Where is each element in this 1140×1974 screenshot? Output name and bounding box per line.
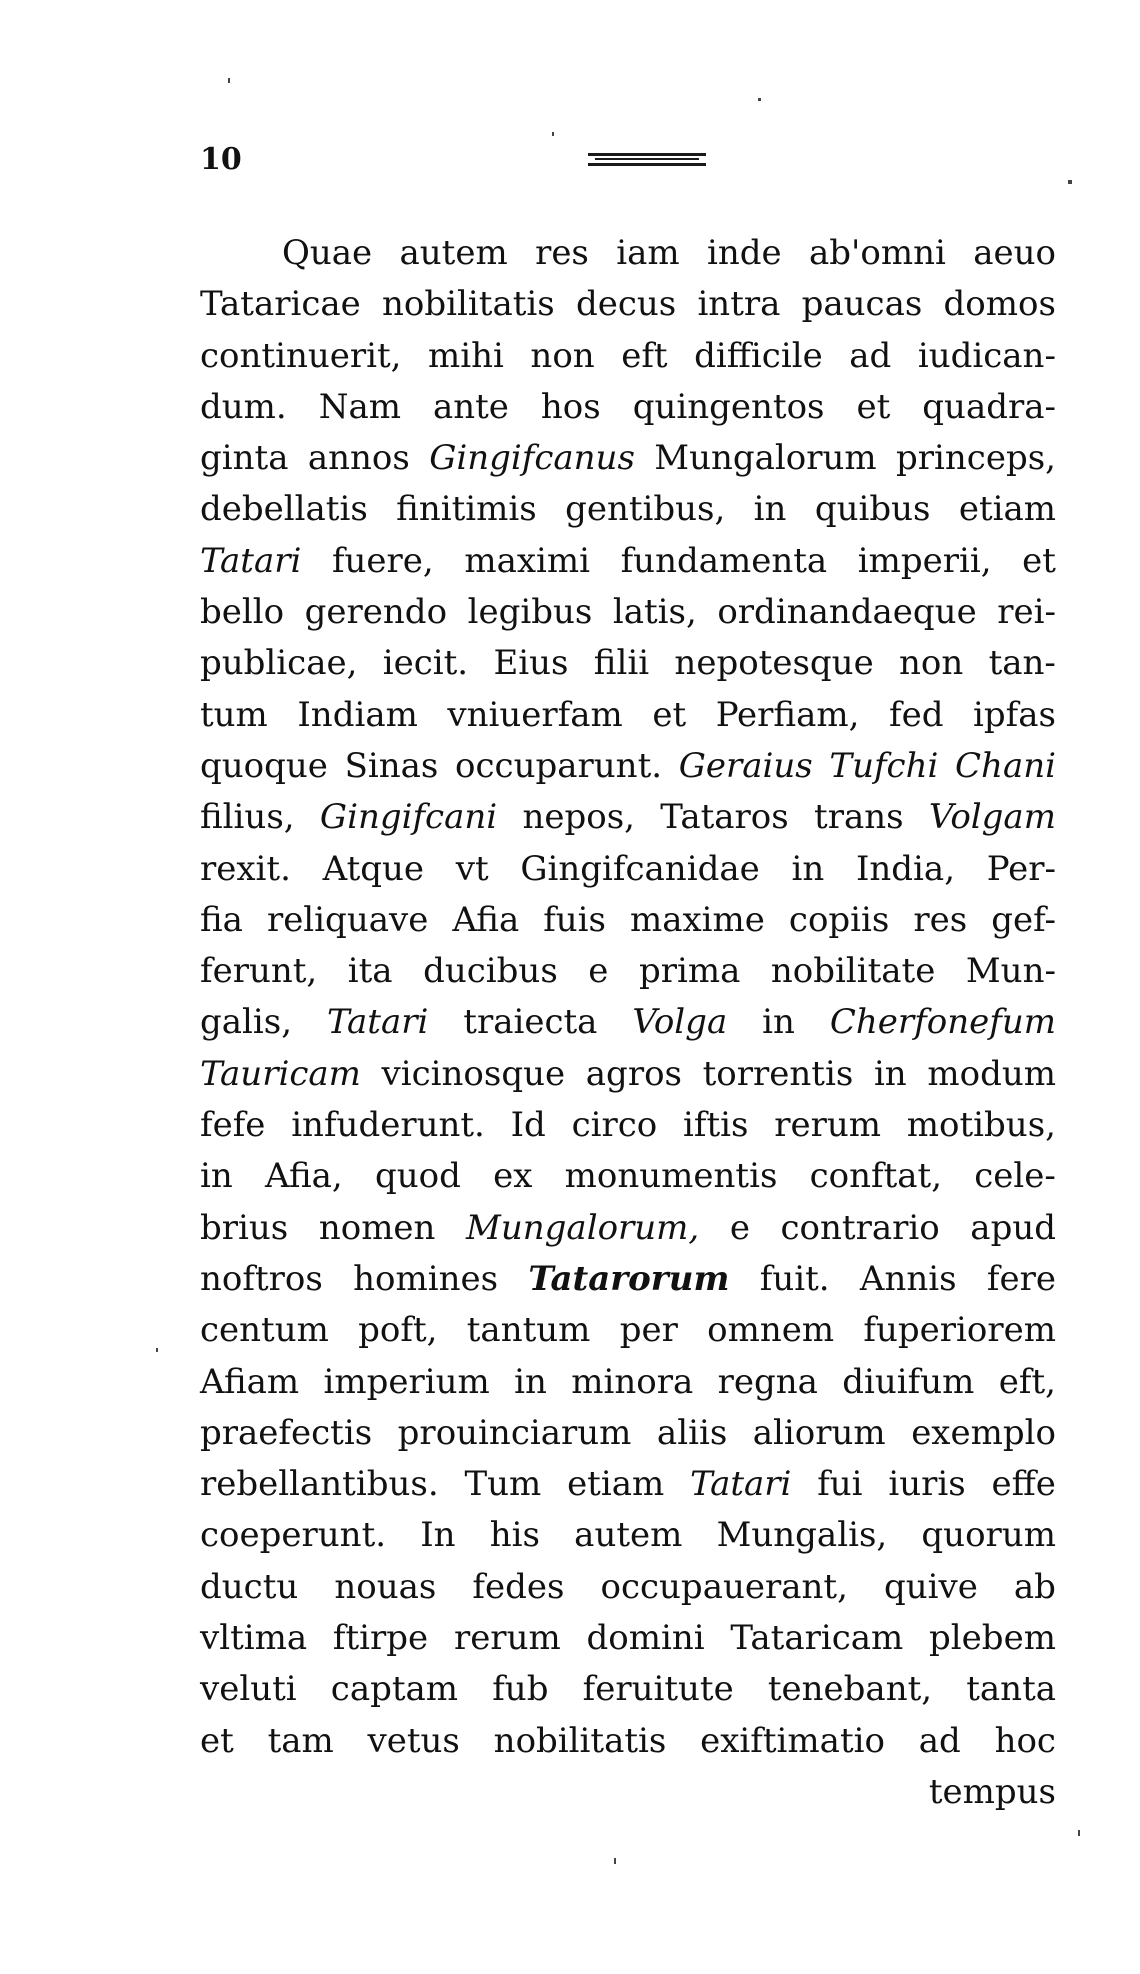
word: prima: [638, 951, 741, 992]
word: aliis: [656, 1412, 728, 1453]
word: e: [729, 1207, 750, 1248]
text-line: [200, 1305, 1056, 1356]
word: occuparunt.: [455, 745, 663, 786]
word: feruitute: [582, 1669, 734, 1710]
word: res: [913, 899, 968, 940]
header-ornament-rule: [588, 153, 706, 167]
word: et: [856, 386, 891, 427]
text-line: [200, 382, 1056, 433]
word: Tatari: [690, 1464, 792, 1505]
word: ante: [432, 386, 509, 427]
word: e: [588, 951, 609, 992]
word: Tatarorum: [528, 1258, 730, 1299]
word: Geraius: [678, 745, 813, 786]
word: conftat,: [809, 1156, 943, 1197]
word: tam: [267, 1720, 334, 1761]
text-line: [200, 844, 1056, 895]
word: ducibus: [423, 951, 558, 992]
word: eft: [621, 335, 668, 376]
word: iuris: [888, 1464, 966, 1505]
word: latis,: [612, 592, 697, 633]
word: Volgam: [928, 797, 1056, 838]
word: fuis: [543, 899, 607, 940]
text-line: [200, 895, 1056, 946]
word: mihi: [428, 335, 504, 376]
word: regna: [717, 1361, 818, 1402]
text-line: [200, 638, 1056, 689]
word: ftirpe: [332, 1618, 429, 1659]
word: ab: [1013, 1566, 1056, 1607]
word: apud: [970, 1207, 1056, 1248]
text-line: [200, 997, 1056, 1048]
word: noftros: [200, 1258, 323, 1299]
word: tenebant,: [767, 1669, 933, 1710]
word: ipfas: [973, 694, 1056, 735]
word: exemplo: [911, 1412, 1056, 1453]
word: Eius: [493, 643, 569, 684]
word: plebem: [929, 1618, 1056, 1659]
word: aeuo: [973, 233, 1056, 273]
word: paucas: [801, 284, 923, 325]
word: fui: [817, 1464, 863, 1505]
word: iudican-: [917, 335, 1056, 376]
word: prouinciarum: [397, 1412, 632, 1453]
word: vniuerfam: [447, 694, 623, 735]
word: fedes: [472, 1566, 565, 1607]
word: Sinas: [344, 745, 439, 786]
word: intra: [697, 284, 781, 325]
text-line: [200, 946, 1056, 997]
text-line: [200, 1254, 1056, 1305]
word: quibus: [814, 489, 931, 530]
word: fundamenta: [620, 540, 828, 581]
word: non: [899, 643, 964, 684]
ink-speck: [1078, 1830, 1080, 1836]
word: maximi: [464, 540, 591, 581]
body-text: [200, 228, 1056, 1818]
word: et: [652, 694, 687, 735]
word: res: [535, 233, 589, 273]
word: filii: [593, 643, 650, 684]
word: motibus,: [906, 1105, 1056, 1146]
word: in: [873, 1053, 907, 1094]
word: his: [489, 1515, 540, 1556]
word: captam: [330, 1669, 459, 1710]
page-number: 10: [200, 142, 242, 177]
word: vicinosque: [381, 1053, 566, 1094]
word: hos: [540, 386, 601, 427]
word: etiam: [567, 1464, 665, 1505]
word: Tum: [464, 1464, 542, 1505]
word: quod: [374, 1156, 461, 1197]
word: coeperunt.: [200, 1515, 387, 1556]
word: fuere,: [331, 540, 434, 581]
word: Atque: [322, 848, 425, 889]
word: agros: [585, 1053, 682, 1094]
word: fefe: [200, 1105, 266, 1146]
word: In: [420, 1515, 456, 1556]
word: hoc: [994, 1720, 1056, 1761]
word: in: [791, 848, 825, 889]
word: Mungalis,: [716, 1515, 888, 1556]
word: ad: [849, 335, 892, 376]
word: modum: [927, 1053, 1056, 1094]
word: autem: [574, 1515, 683, 1556]
text-line: [200, 484, 1056, 535]
word: per: [619, 1310, 678, 1351]
ink-speck: [228, 78, 230, 83]
word: Tufchi: [829, 745, 939, 786]
text-line: [200, 1562, 1056, 1613]
word: rerum: [453, 1618, 561, 1659]
word: traiecta: [463, 1002, 598, 1043]
word: princeps,: [896, 438, 1056, 479]
word: infuderunt.: [291, 1105, 485, 1146]
ink-speck: [758, 98, 761, 101]
text-line: [200, 1459, 1056, 1510]
ink-speck: [156, 1348, 158, 1352]
word: exiftimatio: [700, 1720, 885, 1761]
word: Mungalorum: [654, 438, 877, 479]
word: finitimis: [396, 489, 537, 530]
word: circo: [571, 1105, 658, 1146]
word: brius: [200, 1207, 289, 1248]
word: nobilitate: [770, 951, 936, 992]
text-line: [200, 1664, 1056, 1715]
word: quive: [883, 1566, 978, 1607]
word: diuifum: [842, 1361, 975, 1402]
text-line: [200, 587, 1056, 638]
word: non: [530, 335, 595, 376]
word: Tatari: [200, 540, 302, 581]
word: rerum: [774, 1105, 882, 1146]
word: dum.: [200, 386, 287, 427]
word: Afia: [452, 899, 520, 940]
word: in: [200, 1156, 233, 1197]
ink-speck: [614, 1858, 616, 1864]
word: Afia,: [265, 1156, 343, 1197]
word: iam: [616, 233, 680, 273]
text-line: [200, 1100, 1056, 1151]
word: et: [1022, 540, 1056, 581]
word: trans: [814, 797, 904, 838]
word: Tauricam: [200, 1053, 361, 1094]
ink-speck: [1068, 180, 1072, 184]
text-line: [200, 741, 1056, 792]
text-line: [200, 433, 1056, 484]
word: tantum: [466, 1310, 591, 1351]
word: tanta: [966, 1669, 1056, 1710]
word: imperium: [323, 1361, 490, 1402]
word: Chani: [955, 745, 1056, 786]
word: copiis: [788, 899, 890, 940]
word: bello: [200, 592, 285, 633]
word: filius,: [200, 797, 295, 838]
word: centum: [200, 1310, 329, 1351]
word: et: [200, 1720, 234, 1761]
text-line: [200, 792, 1056, 843]
text-line: [200, 1716, 1056, 1767]
word: fed: [889, 694, 944, 735]
word: annos: [307, 438, 410, 479]
text-line: [200, 331, 1056, 382]
word: veluti: [200, 1669, 297, 1710]
word: eft,: [998, 1361, 1056, 1402]
word: domos: [943, 284, 1056, 325]
word: nepotesque: [674, 643, 874, 684]
word: India,: [855, 848, 956, 889]
word: gef-: [991, 899, 1056, 940]
word: tum: [200, 694, 268, 735]
text-line: [200, 1203, 1056, 1254]
word: omnem: [707, 1310, 835, 1351]
word: ginta: [200, 438, 289, 479]
word: imperii,: [857, 540, 992, 581]
text-line: [200, 228, 1056, 279]
word: Indiam: [297, 694, 418, 735]
text-line: [200, 690, 1056, 741]
word: rexit.: [200, 848, 291, 889]
word: Id: [510, 1105, 546, 1146]
text-line: [200, 1151, 1056, 1202]
word: Gingifcanus: [429, 438, 635, 479]
word: tan-: [988, 643, 1056, 684]
word: ad: [918, 1720, 961, 1761]
word: Tataricae: [200, 284, 361, 325]
word: fuit.: [759, 1258, 830, 1299]
word: fere: [986, 1258, 1056, 1299]
word: Gingifcanidae: [520, 848, 760, 889]
catchword-line: [200, 1767, 1056, 1818]
word: fub: [492, 1669, 549, 1710]
word: ab'omni: [808, 233, 946, 273]
word: nobilitatis: [493, 1720, 667, 1761]
word: etiam: [958, 489, 1056, 530]
text-line: [200, 1357, 1056, 1408]
text-line: [200, 536, 1056, 587]
word: reliquave: [266, 899, 429, 940]
word: Tatari: [326, 1002, 429, 1043]
word: Cherfonefum: [829, 1002, 1056, 1043]
word: iftis: [683, 1105, 749, 1146]
word: Volga: [632, 1002, 728, 1043]
word: Mun-: [965, 951, 1056, 992]
word: cele-: [974, 1156, 1056, 1197]
word: praefectis: [200, 1412, 373, 1453]
word: ferunt,: [200, 951, 318, 992]
word: monumentis: [564, 1156, 778, 1197]
word: rei-: [997, 592, 1056, 633]
word: Tataros: [660, 797, 789, 838]
word: minora: [571, 1361, 694, 1402]
word: gentibus,: [565, 489, 726, 530]
word: fuperiorem: [863, 1310, 1056, 1351]
word: homines: [353, 1258, 499, 1299]
word: occupauerant,: [600, 1566, 848, 1607]
word: nouas: [334, 1566, 437, 1607]
word: Afiam: [200, 1361, 300, 1402]
word: Mungalorum,: [466, 1207, 700, 1248]
word: inde: [706, 233, 782, 273]
word: publicae,: [200, 643, 358, 684]
word: Quae: [282, 233, 373, 273]
word: Gingifcani: [319, 797, 498, 838]
word: Nam: [318, 386, 401, 427]
word: quingentos: [632, 386, 825, 427]
word: decus: [575, 284, 677, 325]
word: galis,: [200, 1002, 293, 1043]
word: rebellantibus.: [200, 1464, 439, 1505]
word: ex: [493, 1156, 533, 1197]
word: maxime: [630, 899, 765, 940]
word: difficile: [694, 335, 823, 376]
word: vltima: [200, 1618, 308, 1659]
word: torrentis: [702, 1053, 854, 1094]
word: Perfiam,: [715, 694, 860, 735]
word: quadra-: [922, 386, 1056, 427]
word: vetus: [367, 1720, 460, 1761]
word: in: [514, 1361, 547, 1402]
text-line: [200, 279, 1056, 330]
word: gerendo: [304, 592, 448, 633]
text-line: [200, 1613, 1056, 1664]
word: in: [762, 1002, 795, 1043]
word: quoque: [200, 745, 328, 786]
word: debellatis: [200, 489, 368, 530]
word: aliorum: [752, 1412, 886, 1453]
ink-speck: [552, 132, 554, 136]
word: in: [753, 489, 787, 530]
word: vt: [455, 848, 489, 889]
text-line: [200, 1408, 1056, 1459]
word: continuerit,: [200, 335, 402, 376]
word: domini: [586, 1618, 705, 1659]
text-line: [200, 1510, 1056, 1561]
word: poft,: [358, 1310, 438, 1351]
word: autem: [399, 233, 508, 273]
word: effe: [991, 1464, 1056, 1505]
word: ita: [347, 951, 393, 992]
word: ordinandaeque: [717, 592, 977, 633]
word: contrario: [780, 1207, 940, 1248]
word: Per-: [986, 848, 1056, 889]
text-line: [200, 1049, 1056, 1100]
word: nepos,: [522, 797, 635, 838]
word: iecit.: [382, 643, 469, 684]
word: quorum: [921, 1515, 1056, 1556]
word: Tataricam: [730, 1618, 904, 1659]
word: fia: [200, 899, 243, 940]
word: legibus: [467, 592, 593, 633]
word: nomen: [318, 1207, 436, 1248]
word: Annis: [859, 1258, 957, 1299]
word: nobilitatis: [382, 284, 555, 325]
catchword: tempus: [928, 1771, 1056, 1812]
word: ductu: [200, 1566, 299, 1607]
